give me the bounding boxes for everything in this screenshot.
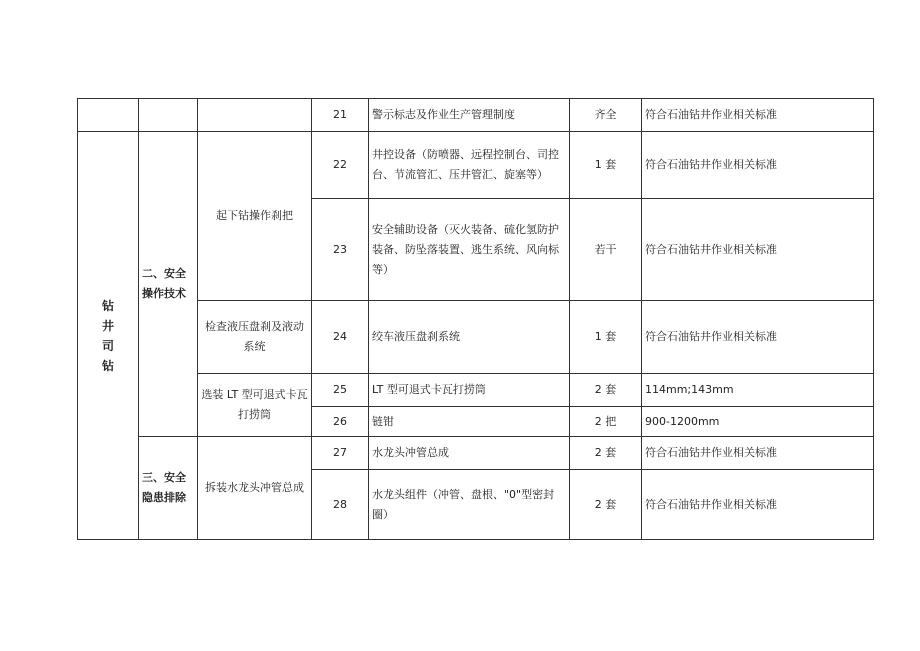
standard: 900-1200mm	[642, 407, 874, 437]
task-drill-tripping: 起下钻操作刹把	[198, 132, 312, 301]
standard: 符合石油钻井作业相关标准	[642, 99, 874, 132]
position-char: 司	[101, 338, 114, 353]
item-name: 水龙头组件（冲管、盘根、"0"型密封圈）	[369, 470, 570, 540]
item-name: 警示标志及作业生产管理制度	[369, 99, 570, 132]
quantity: 若干	[570, 199, 642, 301]
standard: 114mm;143mm	[642, 374, 874, 407]
quantity: 2 把	[570, 407, 642, 437]
item-name: 链钳	[369, 407, 570, 437]
standard: 符合石油钻井作业相关标准	[642, 437, 874, 470]
position-char: 井	[101, 318, 114, 333]
row-number: 24	[312, 301, 369, 374]
quantity: 2 套	[570, 374, 642, 407]
task-swivel-washpipe: 拆装水龙头冲管总成	[198, 437, 312, 540]
empty-cell	[139, 99, 198, 132]
quantity: 齐全	[570, 99, 642, 132]
item-name: 绞车液压盘刹系统	[369, 301, 570, 374]
table-row	[78, 132, 874, 199]
equipment-table	[77, 98, 874, 540]
position-cell	[78, 132, 139, 540]
position-char: 钻	[101, 358, 114, 373]
quantity: 2 套	[570, 470, 642, 540]
table-row	[78, 301, 874, 374]
table-row	[78, 437, 874, 470]
quantity: 2 套	[570, 437, 642, 470]
table-row	[78, 99, 874, 132]
empty-cell	[78, 99, 139, 132]
row-number: 22	[312, 132, 369, 199]
row-number: 21	[312, 99, 369, 132]
standard: 符合石油钻井作业相关标准	[642, 199, 874, 301]
quantity: 1 套	[570, 132, 642, 199]
item-name: 安全辅助设备（灭火装备、硫化氢防护装备、防坠落装置、逃生系统、风向标等）	[369, 199, 570, 301]
item-name: 水龙头冲管总成	[369, 437, 570, 470]
row-number: 27	[312, 437, 369, 470]
item-name: LT 型可退式卡瓦打捞筒	[369, 374, 570, 407]
item-name: 井控设备（防喷器、远程控制台、司控台、节流管汇、压井管汇、旋塞等）	[369, 132, 570, 199]
quantity: 1 套	[570, 301, 642, 374]
task-lt-spear: 选装 LT 型可退式卡瓦打捞筒	[198, 374, 312, 437]
task-hydraulic-check: 检查液压盘刹及液动系统	[198, 301, 312, 374]
row-number: 28	[312, 470, 369, 540]
standard: 符合石油钻井作业相关标准	[642, 470, 874, 540]
row-number: 26	[312, 407, 369, 437]
position-char: 钻	[101, 298, 114, 313]
table-row	[78, 374, 874, 407]
section-hazard-removal: 三、安全隐患排除	[139, 437, 198, 540]
row-number: 23	[312, 199, 369, 301]
standard: 符合石油钻井作业相关标准	[642, 301, 874, 374]
empty-cell	[198, 99, 312, 132]
standard: 符合石油钻井作业相关标准	[642, 132, 874, 199]
row-number: 25	[312, 374, 369, 407]
section-safety-operation: 二、安全操作技术	[139, 132, 198, 437]
